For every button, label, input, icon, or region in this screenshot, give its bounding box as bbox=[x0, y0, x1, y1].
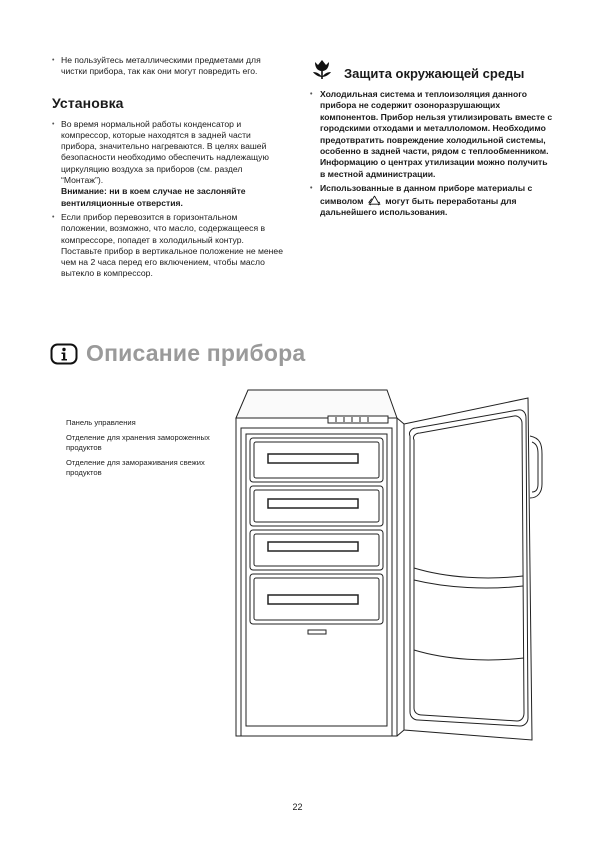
left-column bbox=[52, 55, 284, 283]
install-bullet-1 bbox=[52, 119, 284, 209]
env-header bbox=[310, 55, 555, 83]
label-control-panel: Панель управления bbox=[66, 418, 136, 427]
install-bullet-2 bbox=[52, 212, 284, 280]
env-bullet-2 bbox=[310, 183, 555, 218]
env-bullet-1 bbox=[310, 89, 555, 180]
label-storage-compartment: Отделение для хранения замороженных продуктов bbox=[66, 432, 210, 452]
install-warning: Внимание: ни в коем случае не заслоняйте вентиляционные отверстия. bbox=[61, 186, 246, 208]
info-icon bbox=[50, 343, 78, 365]
env-bullet-2-after: могут быть переработаны для дальнейшего использования. bbox=[320, 195, 517, 218]
install-bullet-2-text: • Если прибор перевозится в горизонтальном положении, возможно, что масло, содержащееся в компрессоре, попадет в холодильный контур. Поставьте прибор в вертикальное положение не менее чем на 2 часа перед его включением, чтобы масло вытекло в компрессор. bbox=[61, 211, 283, 279]
right-column bbox=[310, 55, 555, 221]
install-bullet-1-text: • Во время нормальной работы конденсатор и компрессор, которые находятся в задней части прибора, значительно нагреваются. В целях вашей безопасности необходимо обеспечить надлежащую циркуляцию воздуха за приборов (см. раздел “Монтаж”). bbox=[61, 118, 269, 186]
env-bullet-1-text: • Холодильная система и теплоизоляция данного прибора не содержит озоноразрушающих компонентов. Прибор нельзя утилизировать вместе с городскими отходами и металлоломом. Необходимо предотвратить повреждение холодильной системы, особенно в задней части, рядом с теплообменником. Информацию о центрах утилизации можно получить в местной администрации. bbox=[320, 89, 553, 179]
env-bullet-2-before: Использованные в данном приборе материалы с символом bbox=[320, 183, 533, 206]
intro-bullet-text: • Не пользуйтесь металлическими предметами для чистки прибора, так как они могут повредить его. bbox=[61, 55, 261, 77]
intro-bullet bbox=[52, 55, 284, 78]
description-header bbox=[50, 340, 305, 367]
install-heading: Установка bbox=[52, 94, 124, 111]
freezer-open-door-icon bbox=[232, 388, 552, 748]
description-heading: Описание прибора bbox=[86, 340, 306, 366]
page-number: 22 bbox=[292, 802, 303, 812]
env-heading: Защита окружающей среды bbox=[344, 65, 525, 81]
tulip-environment-icon bbox=[310, 57, 334, 81]
label-freezing-compartment: Отделение для замораживания свежих продуктов bbox=[66, 457, 205, 477]
recycle-icon bbox=[368, 195, 381, 206]
env-bullet-2-text bbox=[320, 183, 555, 218]
component-labels bbox=[66, 418, 216, 483]
